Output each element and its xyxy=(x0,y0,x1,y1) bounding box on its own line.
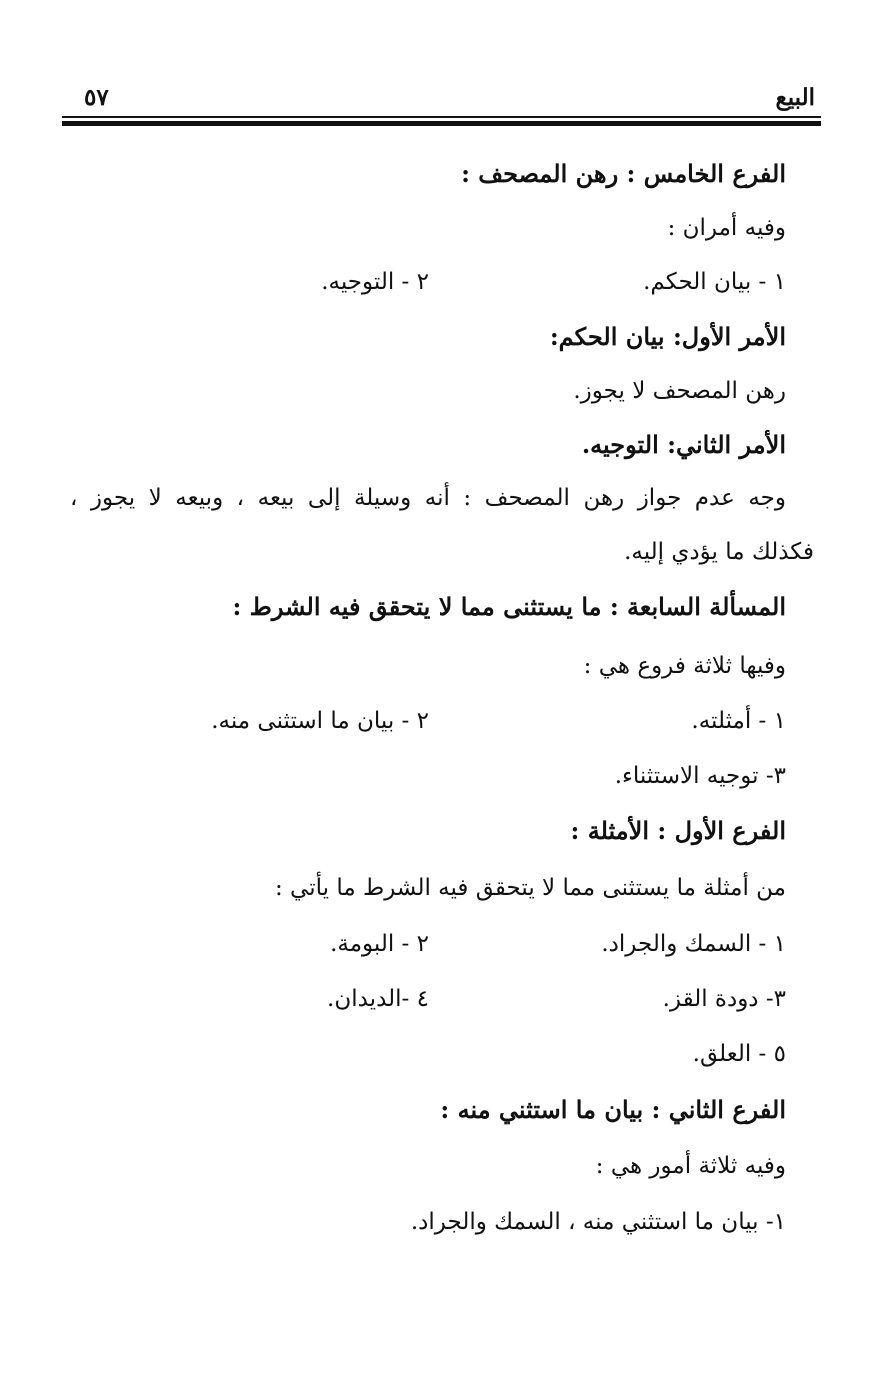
paragraph: فكذلك ما يؤدي إليه. xyxy=(624,539,814,565)
heading-branch-five: الفرع الخامس : رهن المصحف : xyxy=(461,159,786,188)
page-header xyxy=(62,84,821,124)
heading-branch-two: الفرع الثاني : بيان ما استثني منه : xyxy=(440,1095,786,1124)
paragraph: وفيه ثلاثة أمور هي : xyxy=(595,1153,786,1179)
list-item: ٢ - بيان ما استثنى منه. xyxy=(211,708,429,734)
heading-matter-two: الأمر الثاني: التوجيه. xyxy=(581,430,786,459)
list-item: ١ - السمك والجراد. xyxy=(601,931,786,957)
paragraph: وفيه أمران : xyxy=(667,215,786,241)
list-item: ١- بيان ما استثني منه ، السمك والجراد. xyxy=(410,1209,786,1235)
list-item: ١ - بيان الحكم. xyxy=(643,269,786,295)
paragraph: من أمثلة ما يستثنى مما لا يتحقق فيه الشرط ما يأتي : xyxy=(274,875,786,901)
heading-branch-one: الفرع الأول : الأمثلة : xyxy=(570,816,786,845)
heading-matter-one: الأمر الأول: بيان الحكم: xyxy=(549,322,786,351)
list-item: ٤ -الديدان. xyxy=(327,986,429,1012)
paragraph: وفيها ثلاثة فروع هي : xyxy=(583,653,786,679)
running-title: البيع xyxy=(775,84,815,111)
header-rule-thin xyxy=(62,116,821,118)
paragraph-justified: وجه عدم جواز رهن المصحف : أنه وسيلة إلى بيعه ، وبيعه لا يجوز ، xyxy=(70,485,786,511)
list-item: ٣- دودة القز. xyxy=(662,986,786,1012)
list-item: ١ - أمثلته. xyxy=(691,708,786,734)
list-item: ٣- توجيه الاستثناء. xyxy=(614,763,786,789)
paragraph: رهن المصحف لا يجوز. xyxy=(573,378,786,404)
page-number: ٥٧ xyxy=(84,84,109,111)
list-item: ٥ - العلق. xyxy=(692,1041,786,1067)
header-rule-thick xyxy=(62,121,821,126)
list-item: ٢ - البومة. xyxy=(330,931,429,957)
heading-issue-seven: المسألة السابعة : ما يستثنى مما لا يتحقق فيه الشرط : xyxy=(232,592,786,621)
list-item: ٢ - التوجيه. xyxy=(321,269,429,295)
